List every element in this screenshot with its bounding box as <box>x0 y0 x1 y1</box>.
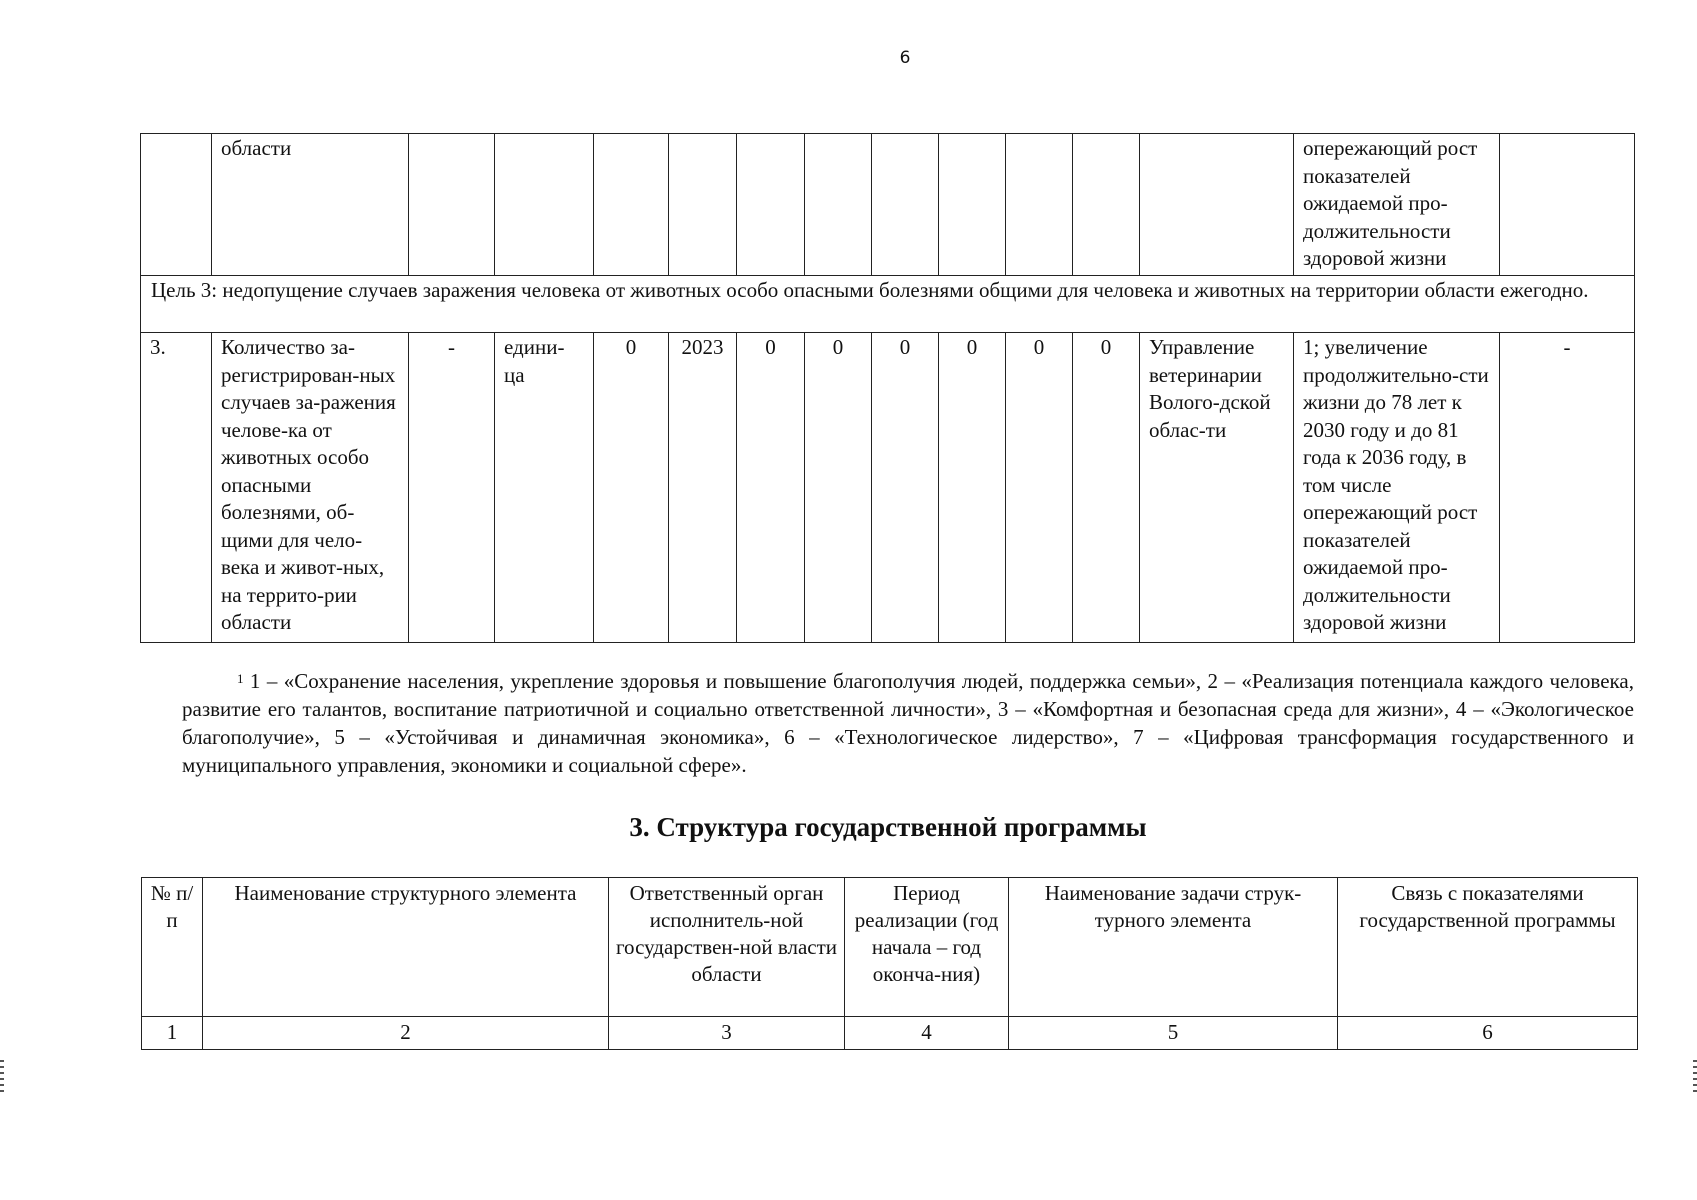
last-cell: - <box>1500 333 1635 643</box>
column-number: 5 <box>1009 1017 1338 1050</box>
column-header: № п/п <box>142 878 203 1017</box>
scan-mark <box>1693 1060 1697 1096</box>
indicator-name-cell: области <box>212 134 409 276</box>
page-number: 6 <box>899 48 911 68</box>
column-number: 4 <box>845 1017 1009 1050</box>
indicator-table <box>140 133 1635 643</box>
section-title: 3. Структура государственной программы <box>629 812 1147 842</box>
goal-3-text: Цель 3: недопущение случаев заражения человека от животных особо опасными болезнями общими для человека и животных на территории области ежегодно. <box>141 276 1635 333</box>
structure-table <box>141 877 1638 1050</box>
column-header: Ответственный орган исполнитель-ной государствен-ной власти области <box>609 878 845 1017</box>
indicator-name-cell: Количество за-регистрирован-ных случаев за-ражения челове-ка от животных особо опасными болезнями, об-щими для чело-века и живот-ных, на террито-рии области <box>212 333 409 643</box>
header-row <box>142 878 1638 1017</box>
column-number: 6 <box>1338 1017 1638 1050</box>
responsible-cell: Управление ветеринарии Волого-дской облас-ти <box>1140 333 1294 643</box>
level-cell: - <box>409 333 495 643</box>
value-cell: 0 <box>939 333 1006 643</box>
scan-mark <box>0 1060 4 1096</box>
goal-row <box>141 276 1635 333</box>
column-header: Наименование задачи струк-турного элемента <box>1009 878 1338 1017</box>
value-cell: 0 <box>872 333 939 643</box>
base-year-cell: 2023 <box>669 333 737 643</box>
relation-cell: 1; увеличение продолжительно-сти жизни до 78 лет к 2030 году и до 81 года к 2036 году, в том числе опережающий рост показателей ожидаемой про-должительности здоровой жизни <box>1294 333 1500 643</box>
column-header: Период реализации (год начала – год оконча-ния) <box>845 878 1009 1017</box>
value-cell: 0 <box>737 333 805 643</box>
relation-cell: опережающий рост показателей ожидаемой про-должительности здоровой жизни <box>1294 134 1500 276</box>
value-cell: 0 <box>1006 333 1073 643</box>
footnote <box>182 667 1634 779</box>
base-value-cell: 0 <box>594 333 669 643</box>
table-row <box>141 333 1635 643</box>
footnote-marker: 1 <box>237 671 244 686</box>
unit-cell: едини-ца <box>495 333 594 643</box>
column-number: 1 <box>142 1017 203 1050</box>
table-row <box>141 134 1635 276</box>
value-cell: 0 <box>1073 333 1140 643</box>
column-number-row <box>142 1017 1638 1050</box>
column-number: 2 <box>203 1017 609 1050</box>
footnote-text: 1 – «Сохранение населения, укрепление здоровья и повышение благополучия людей, поддержка семьи», 2 – «Реализация потенциала каждого человека, развитие его талантов, воспитание патриотичной и социально ответственной личности», 3 – «Комфортная и безопасная среда для жизни», 4 – «Экологическое благополучие», 5 – «Устойчивая и динамичная экономика», 6 – «Технологическое лидерство», 7 – «Цифровая трансформация государственного и муниципального управления, экономики и социальной сфере». <box>182 669 1634 777</box>
value-cell: 0 <box>805 333 872 643</box>
column-number: 3 <box>609 1017 845 1050</box>
column-header: Связь с показателями государственной программы <box>1338 878 1638 1017</box>
column-header: Наименование структурного элемента <box>203 878 609 1017</box>
row-number: 3. <box>141 333 212 643</box>
